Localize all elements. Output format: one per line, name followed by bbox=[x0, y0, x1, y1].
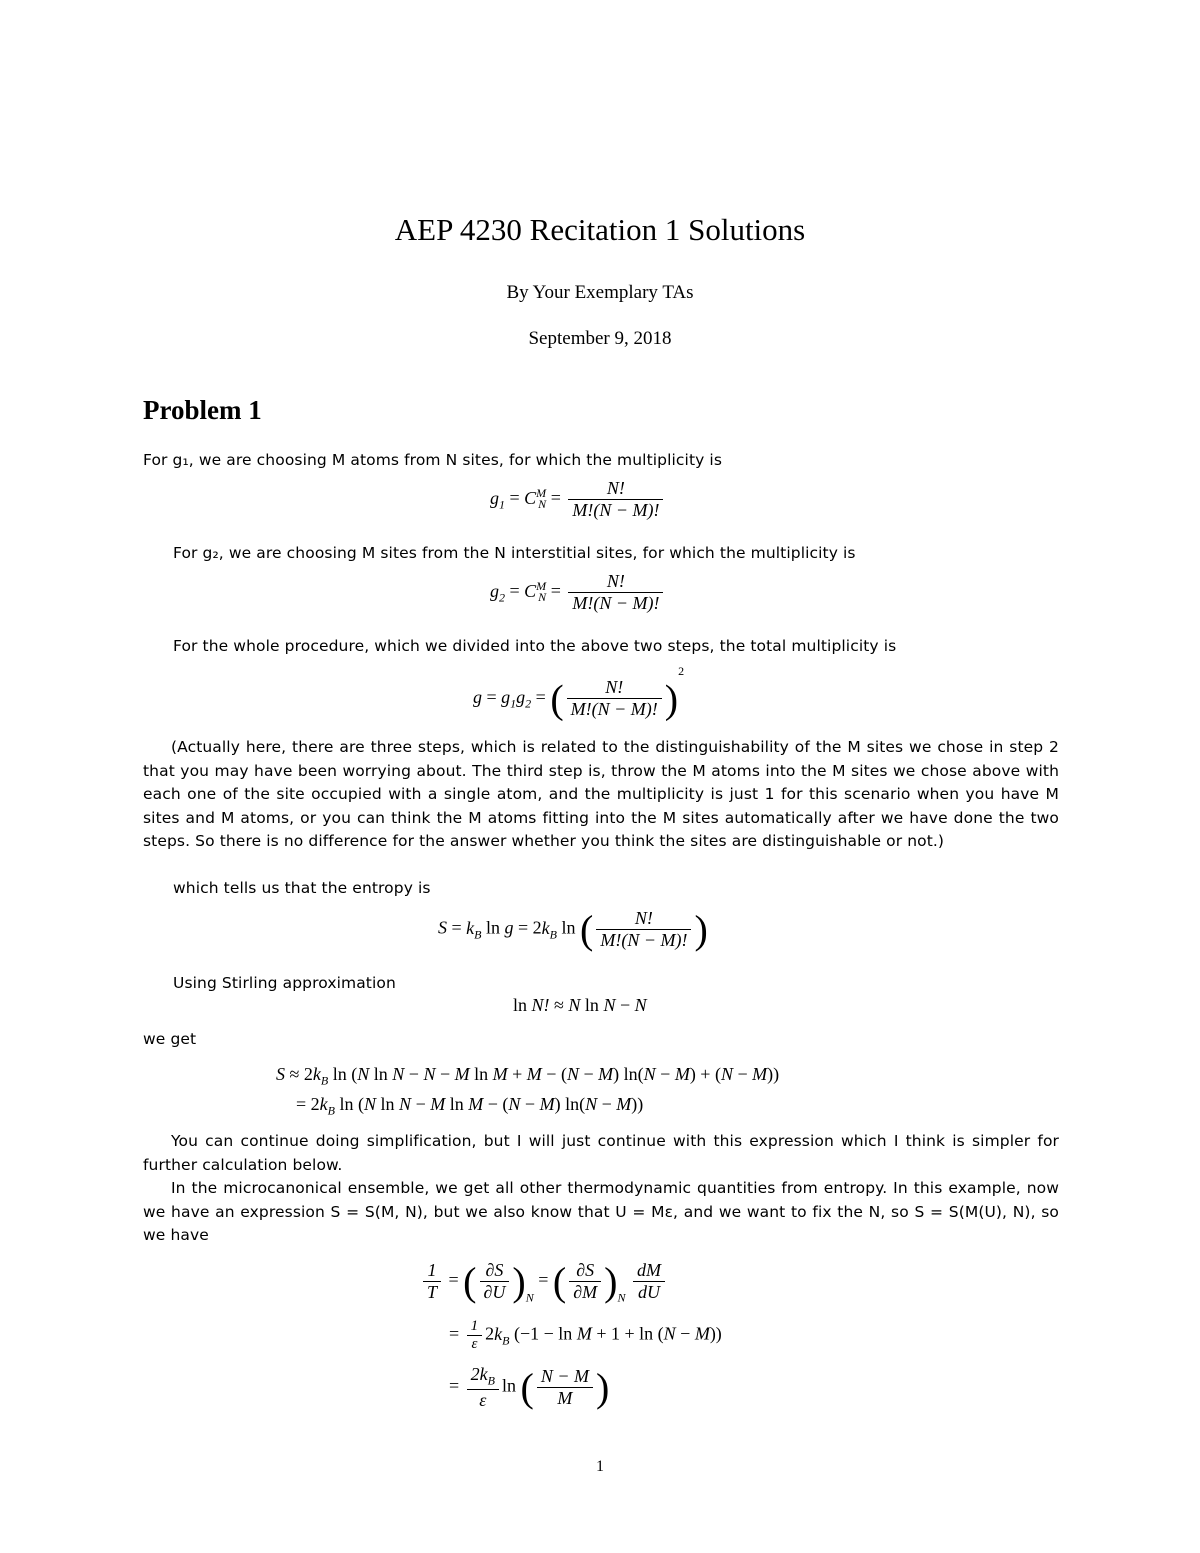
paragraph-text: You can continue doing simplification, but I will just continue with this expression which I think is simpler for further calculation below. bbox=[143, 1132, 1059, 1174]
paragraph-4 bbox=[143, 736, 1059, 854]
paragraph-6 bbox=[173, 972, 573, 996]
paragraph-7 bbox=[143, 1028, 343, 1052]
equation-g1: $g_1 = C^M_N$ = $\frac{N!}{M!(N - M)!}$ bbox=[490, 478, 666, 521]
section-heading: Problem 1 bbox=[143, 395, 262, 425]
equation-entropy: $S = k_B$ $\ln g = 2k_B$ ln ( $\frac{N!}{M!(N - M)!}$ ) bbox=[438, 907, 708, 952]
equation-temperature-3: = $\frac{2k_B}{\varepsilon}$ ln ( $\frac{N - M}{M}$ ) bbox=[449, 1364, 610, 1410]
paragraph-8 bbox=[143, 1130, 1059, 1177]
equation-g-total: $g = g_1g_2$ = ( $\frac{N!}{M!(N - M)!}$ )$^2$ bbox=[473, 664, 685, 722]
paragraph-5 bbox=[173, 877, 1073, 901]
paragraph-text: (Actually here, there are three steps, which is related to the distinguishability of the M sites we chose in step 2 that you may have been worrying about. The third step is, throw the M atoms into the M sites we chose above with each one of the site occupied with a single atom, and the multiplicity is just 1 for this scenario when you have M sites and M atoms, or you can think the M atoms fitting into the M sites automatically after we have done the two steps. So there is no difference for the answer whether you think the sites are distinguishable or not.) bbox=[143, 738, 1059, 850]
paragraph-text: which tells us that the entropy is bbox=[173, 879, 431, 897]
document-date: September 9, 2018 bbox=[528, 328, 672, 349]
document-title: AEP 4230 Recitation 1 Solutions bbox=[394, 212, 806, 247]
paragraph-text: For g₁, we are choosing M atoms from N sites, for which the multiplicity is bbox=[143, 451, 723, 469]
document-author: By Your Exemplary TAs bbox=[506, 282, 694, 303]
paragraph-text: For g₂, we are choosing M sites from the N interstitial sites, for which the multiplicity is bbox=[173, 544, 856, 562]
paragraph-text: we get bbox=[143, 1030, 197, 1048]
page-number: 1 bbox=[596, 1458, 604, 1475]
equation-temperature-2: = $\frac{1}{\varepsilon}$ $2k_B$ (−1 − ln M + 1 + ln (N − M)) bbox=[449, 1318, 722, 1352]
equation-stirling: ln N! ≈ N ln N − N bbox=[513, 995, 647, 1015]
equation-entropy-expanded-2: = $2k_B$ ln (N ln N − M ln M − (N − M) ln(N − M)) bbox=[296, 1094, 644, 1118]
paragraph-text: In the microcanonical ensemble, we get all other thermodynamic quantities from entropy. In this example, now we have an expression S = S(M, N), but we also know that U = Mε, and we want to fix the N, so S = S(M(U), N), so we have bbox=[143, 1179, 1059, 1244]
paragraph-text: Using Stirling approximation bbox=[173, 974, 396, 992]
paragraph-2 bbox=[173, 542, 1073, 566]
paragraph-9 bbox=[143, 1177, 1059, 1248]
equation-g2: $g_2 = C^M_N$ = $\frac{N!}{M!(N - M)!}$ bbox=[490, 571, 666, 614]
paragraph-3 bbox=[173, 635, 1073, 659]
paragraph-1 bbox=[143, 449, 1063, 473]
equation-entropy-expanded-1: $S \approx 2k_B$ ln (N ln N − N − M ln M + M − (N − M) ln(N − M) + (N − M)) bbox=[276, 1064, 780, 1088]
equation-temperature-1: $\frac{1}{T}$ = ( $\frac{\partial S}{\partial U}$ )$_N$ = ( $\frac{\partial S}{\partial M}$ )$_N$ $\frac{dM}{dU}$ bbox=[420, 1258, 668, 1306]
paragraph-text: For the whole procedure, which we divided into the above two steps, the total multiplicity is bbox=[173, 637, 897, 655]
